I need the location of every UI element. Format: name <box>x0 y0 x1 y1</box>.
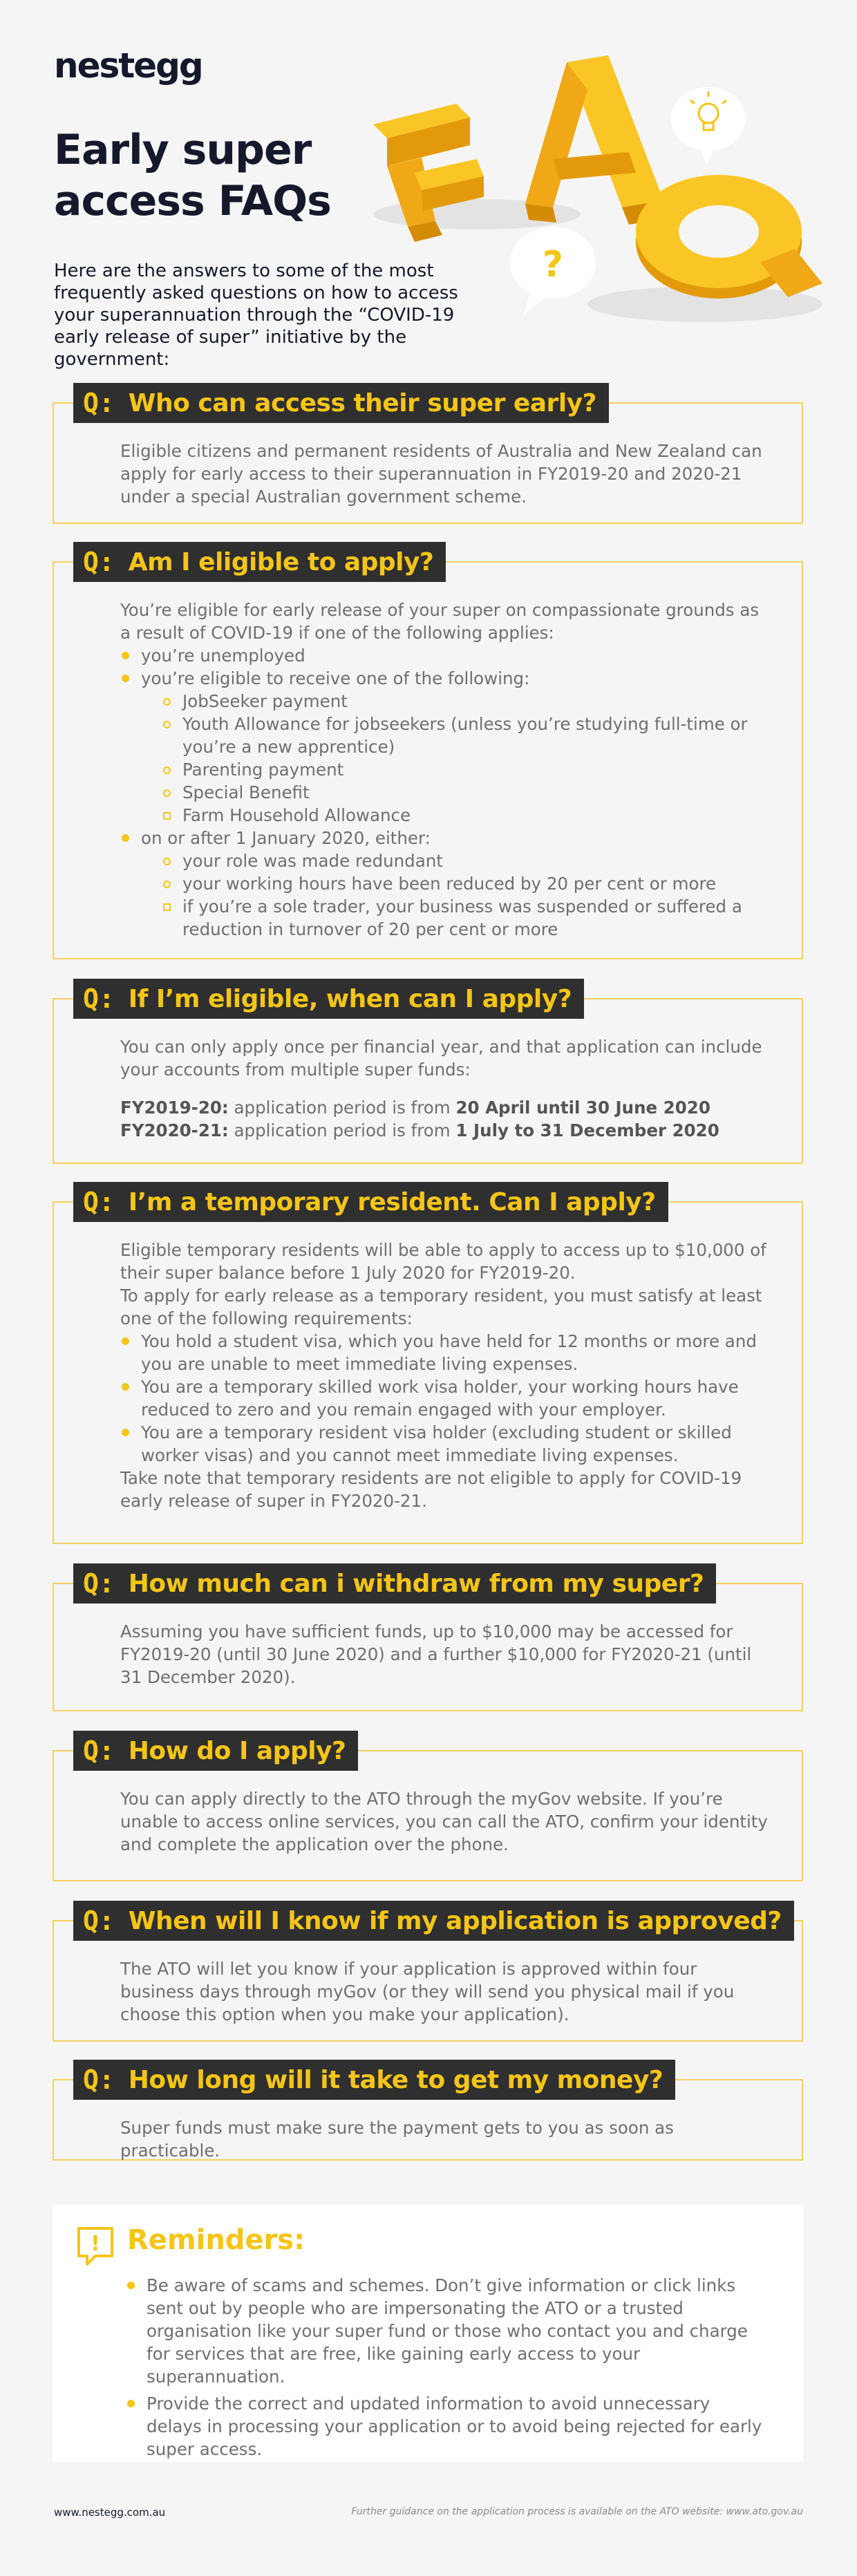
answer <box>120 1957 774 2026</box>
intro-text: Here are the answers to some of the most frequently asked questions on how to access your superannuation through the “COVID-19 early release of super” initiative by the government: <box>54 261 458 370</box>
list-item: You are a temporary skilled work visa holder, your working hours have reduced to zero and you remain engaged with your employer. <box>120 1375 774 1421</box>
list-item-text: on or after 1 January 2020, either: <box>141 828 431 848</box>
title-line-2: access FAQs <box>54 177 331 225</box>
footer-note: Further guidance on the application process is available on the ATO website: www.ato.gov.au <box>351 2506 803 2517</box>
eligibility-list <box>120 644 774 941</box>
faq-when-approved <box>53 1906 803 2042</box>
answer <box>120 1787 774 1856</box>
answer-text: Eligible citizens and permanent residents of Australia and New Zealand can apply for early access to their superannuation in FY2019-20 and 2020-21 under a special Australian government scheme. <box>120 441 762 507</box>
faq-how-do-i-apply <box>53 1736 803 1881</box>
list-item <box>120 667 774 827</box>
page-title <box>54 124 331 227</box>
question-text: If I’m eligible, when can I apply? <box>128 984 572 1013</box>
question-text: How much can i withdraw from my super? <box>128 1569 704 1598</box>
question-label <box>73 1182 668 1222</box>
list-item: you’re unemployed <box>120 644 774 667</box>
list-item: You are a temporary resident visa holder (excluding student or skilled worker visas) and you cannot meet immediate living expenses. <box>120 1421 774 1467</box>
sublist-item: your working hours have been reduced by 20 per cent or more <box>162 872 774 895</box>
fy-dates: 20 April until 30 June 2020 <box>455 1098 710 1118</box>
answer-text: Super funds must make sure the payment gets to you as soon as practicable. <box>120 2118 674 2161</box>
sublist-item: JobSeeker payment <box>162 690 774 713</box>
answer-paragraph: To apply for early release as a temporary resident, you must satisfy at least one of the following requirements: <box>120 1286 762 1328</box>
exclamation-bubble-icon <box>75 2224 116 2268</box>
question-bubble-icon <box>510 227 596 314</box>
fy-text: application period is from <box>228 1098 456 1118</box>
faq-how-much <box>53 1568 803 1711</box>
sublist-item: Parenting payment <box>162 758 774 781</box>
sublist-item: Special Benefit <box>162 781 774 804</box>
question-label <box>73 979 584 1019</box>
faq-am-i-eligible <box>53 547 803 959</box>
answer-paragraph: Eligible temporary residents will be able to apply to access up to $10,000 of their super balance before 1 July 2020 for FY2019-20. <box>120 1240 766 1283</box>
reminders-list <box>127 2274 767 2461</box>
reminders-title: Reminders: <box>127 2224 305 2256</box>
sublist-item: if you’re a sole trader, your business was suspended or suffered a reduction in turnover of 20 per cent or more <box>162 895 774 941</box>
fy2020-period <box>120 1119 774 1142</box>
q-prefix: Q: <box>83 1568 115 1599</box>
answer-text: You can only apply once per financial year, and that application can include your accounts from multiple super funds: <box>120 1037 762 1080</box>
q-prefix: Q: <box>83 388 115 418</box>
question-label <box>73 542 446 582</box>
title-line-1: Early super <box>54 126 312 174</box>
question-label <box>73 2060 675 2100</box>
question-text: How long will it take to get my money? <box>128 2065 663 2094</box>
list-item: Provide the correct and updated information to avoid unnecessary delays in processing your application or to avoid being rejected for early super access. <box>127 2392 767 2461</box>
logo: nestegg <box>54 46 203 86</box>
answer-text: The ATO will let you know if your application is approved within four business days through myGov (or they will send you physical mail if you choose this option when you make your application). <box>120 1959 735 2024</box>
q-prefix: Q: <box>83 547 115 577</box>
letter-a-block <box>525 55 670 225</box>
answer <box>120 2116 774 2162</box>
fy-text: application period is from <box>228 1120 456 1140</box>
sublist-item: Youth Allowance for jobseekers (unless you’re studying full-time or you’re a new apprentice) <box>162 713 774 758</box>
q-prefix: Q: <box>83 2065 115 2095</box>
fy-label: FY2019-20: <box>120 1098 229 1118</box>
answer-text: You can apply directly to the ATO through the myGov website. If you’re unable to access online services, you can call the ATO, confirm your identity and complete the application over the phone. <box>120 1789 768 1854</box>
fy-label: FY2020-21: <box>120 1120 229 1140</box>
answer <box>120 599 774 941</box>
answer <box>120 1239 774 1512</box>
lightbulb-icon <box>671 87 746 164</box>
q-prefix: Q: <box>83 984 115 1014</box>
answer <box>120 1620 774 1689</box>
requirements-list <box>120 1330 774 1467</box>
list-item: Be aware of scams and schemes. Don’t give information or click links sent out by people who are impersonating the ATO or a trusted organisation like your super fund or those who contact you and charge for services that are free, like gaining early access to your superannuation. <box>127 2274 767 2388</box>
q-prefix: Q: <box>83 1736 115 1766</box>
question-text: How do I apply? <box>128 1736 346 1765</box>
faq-hero-illustration <box>346 41 857 332</box>
faq-how-long <box>53 2065 803 2161</box>
answer <box>120 1035 774 1142</box>
answer-intro: You’re eligible for early release of your super on compassionate grounds as a result of COVID-19 if one of the following applies: <box>120 600 760 643</box>
list-item <box>120 827 774 941</box>
question-label <box>73 1901 794 1941</box>
answer-paragraph: Take note that temporary residents are not eligible to apply for COVID-19 early release of super in FY2020-21. <box>120 1468 742 1511</box>
letter-q-block <box>636 175 822 299</box>
sublist-item: Farm Household Allowance <box>162 804 774 827</box>
answer <box>120 440 774 508</box>
exclamation-text: ! <box>91 2232 100 2256</box>
payments-sublist <box>141 690 774 827</box>
question-label <box>73 383 609 423</box>
question-text: Am I eligible to apply? <box>128 547 434 576</box>
faq-temporary-resident <box>53 1187 803 1544</box>
faq-when-can-i-apply <box>53 984 803 1164</box>
list-item-text: you’re eligible to receive one of the following: <box>141 668 530 688</box>
answer-text: Assuming you have sufficient funds, up to $10,000 may be accessed for FY2019-20 (until 30 June 2020) and a further $10,000 for FY2020-21 (until 31 December 2020). <box>120 1621 752 1687</box>
fy2019-period <box>120 1096 774 1119</box>
question-text: Who can access their super early? <box>128 388 597 417</box>
q-prefix: Q: <box>83 1906 115 1936</box>
fy-dates: 1 July to 31 December 2020 <box>455 1120 719 1140</box>
reminders-body <box>127 2274 767 2465</box>
q-prefix: Q: <box>83 1187 115 1217</box>
question-text: When will I know if my application is approved? <box>128 1906 782 1935</box>
faq-who-can-access <box>53 388 803 524</box>
list-item: You hold a student visa, which you have held for 12 months or more and you are unable to meet immediate living expenses. <box>120 1330 774 1375</box>
reminders-panel <box>53 2205 803 2462</box>
question-text: I’m a temporary resident. Can I apply? <box>128 1187 656 1216</box>
question-mark-text: ? <box>542 244 564 285</box>
question-label <box>73 1563 716 1604</box>
question-label <box>73 1731 358 1771</box>
circumstances-sublist <box>141 849 774 941</box>
sublist-item: your role was made redundant <box>162 849 774 872</box>
footer-website[interactable]: www.nestegg.com.au <box>54 2506 166 2519</box>
